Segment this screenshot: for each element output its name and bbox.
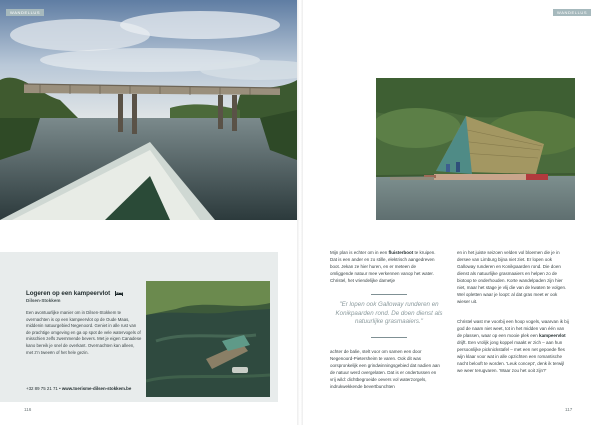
section-tag-right: WANDELLUS <box>553 9 591 16</box>
page-number-left: 116 <box>24 407 32 412</box>
pullquote-rule-bottom <box>371 337 407 338</box>
col2-bottom-post: drijft. Een vrolijk jong koppel maakt er zich – aan hun persoonlijke picknickstafel – met een net gepoede fles wijn klaar voor wat in alle opzichten een romantische nacht belooft te worden. 'Leuk concept', denk ik terwijl we weer terugvaren. 'Waar zou het ooit zijn?' <box>457 340 565 373</box>
page-number-right: 117 <box>565 407 573 412</box>
col1-top-bold: fluisterboot <box>388 250 414 255</box>
canoe-bridge-photo <box>0 0 297 220</box>
tip-body: Een avontuurlijke manier om in Dilsen-Stokkem te overnachten is op een kampeervlot op de Oude Maas, middenin natuurgebied Negenoord. Geniet in alle rust van de prachtige omgeving en ga op spot de vele watervogels of misschien zelfs zwemmende bevers. Met je eigen Canadese kano bereik je snel de overkant. Overnachten kan alleen, met z'n tweeën of het hele gezin. <box>26 310 142 355</box>
right-page <box>303 0 600 425</box>
tip-separator: • <box>59 386 61 391</box>
tip-subtitle: Dilsen-Stokkem <box>26 298 61 303</box>
article-col1-bottom: achter de balie, stelt voor om samen een door Negenoord-Pietersheim te varen. Ook dit was oorspronkelijk een grindwinningsgebied dat nadien aan de natuur werd overgelaten. Dat is er ondertussen en vrij wild: dichtbegroeide oevers vol waterzorgels, indrukwekkende bevertbunchten <box>330 349 440 389</box>
raft-aerial-photo <box>146 281 270 397</box>
raft-tent-photo <box>376 78 575 220</box>
raft-aerial-image <box>146 281 270 397</box>
pullquote: "Er lopen ook Galloway runderen en Konikpaarden rond. De doen dienst als natuurlijke grasmaaiers." <box>335 301 443 325</box>
section-tag-left: WANDELLUS <box>6 9 44 16</box>
tip-title-text: Logeren op een kampeervlot <box>26 290 111 297</box>
tip-contact <box>26 386 131 391</box>
col1-top-post: te kruipen. Dat is een ander en zo stille, elektrisch aangedreven boot. Jekan ze hier huren, en er meteen de omliggende natuur mee verkennen vanop het water. Christel, het vriendelijke dametje <box>330 250 436 283</box>
pullquote-rule-top <box>371 294 407 295</box>
col2-bottom-bold: kampeervlot <box>539 333 566 338</box>
col2-bottom-pre: Christel wast me voorbij een hoop vogels, waarvan ik bij god de naam niet weet, tot in het midden van één van de plassen, waar op een mooie plek een <box>457 319 569 338</box>
tip-title <box>26 290 123 297</box>
tip-phone: +32 89 75 21 71 <box>26 386 58 391</box>
article-col1-top <box>330 249 440 284</box>
bed-icon <box>115 291 123 296</box>
canoe-bridge-image <box>0 0 297 220</box>
left-page <box>0 0 297 425</box>
col1-top-pre: Mijn plan is echter om in een <box>330 250 389 255</box>
article-col2-top: en in het juiste seizoen velden vol bloemen die je in dersee van Limburg bijna niet ziet. Er lopen ook Galloway runderen en Konikpaarden rond. Die doen dienst als natuurlijke grasmaaiers en helpen zo de biotoop te onderhouden. Korte wandelpaden zijn hier niet, maar het stage je vlij die van de kwaten te volgen. Wel opletten waar je loopt: al dat gras meet er ook wieser uit. <box>457 250 567 304</box>
tip-website-link[interactable]: www.toerisme-dilsen-stokkem.be <box>61 386 132 391</box>
raft-tent-image <box>376 78 575 220</box>
article-col2-bottom <box>457 318 569 374</box>
